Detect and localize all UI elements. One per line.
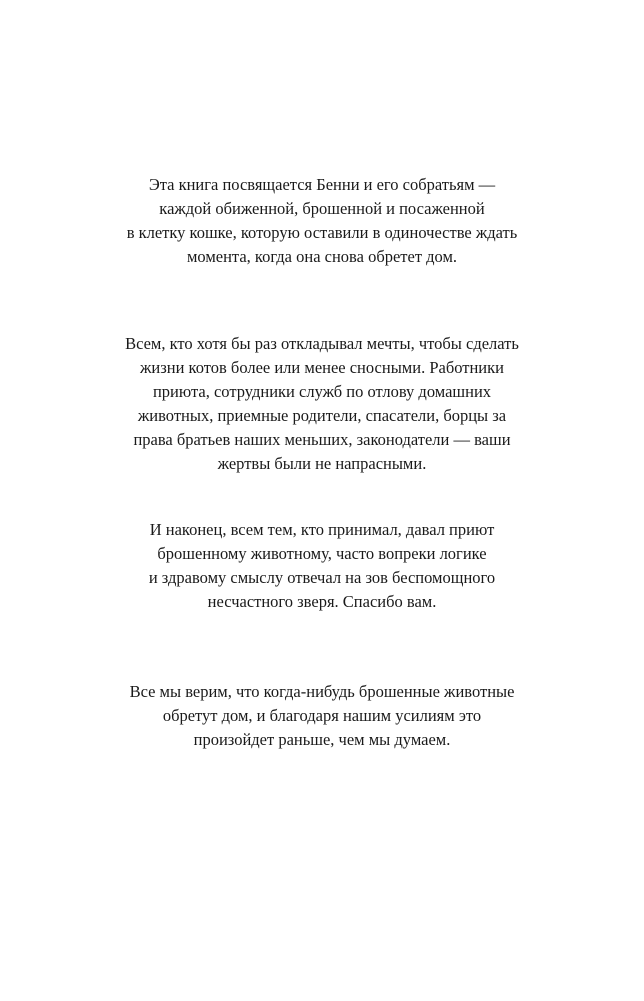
text-line: приюта, сотрудники служб по отлову домашних [152, 382, 492, 401]
text-line: обретут дом, и благодаря нашим усилиям это [162, 706, 482, 725]
dedication-paragraph-4 [90, 680, 554, 752]
text-line: несчастного зверя. Спасибо вам. [207, 592, 437, 611]
text-line: каждой обиженной, брошенной и посаженной [159, 199, 485, 218]
text-line: произойдет раньше, чем мы думаем. [193, 730, 451, 749]
dedication-paragraph-3 [90, 518, 554, 614]
text-line: Все мы верим, что когда-нибудь брошенные животные [129, 682, 515, 701]
text-line: Всем, кто хотя бы раз откладывал мечты, чтобы сделать [125, 334, 519, 353]
dedication-paragraph-2 [90, 332, 554, 476]
text-line: Эта книга посвящается Бенни и его собратьям — [148, 175, 496, 194]
text-line: жертвы были не напрасными. [217, 454, 427, 473]
text-line: И наконец, всем тем, кто принимал, давал приют [149, 520, 495, 539]
text-line: животных, приемные родители, спасатели, борцы за [137, 406, 507, 425]
text-line: жизни котов более или менее сносными. Работники [140, 358, 504, 377]
text-line: брошенному животному, часто вопреки логике [157, 544, 487, 563]
text-line: в клетку кошке, которую оставили в одиночестве ждать [126, 223, 518, 242]
text-line: права братьев наших меньших, законодатели — ваши [133, 430, 511, 449]
text-line: момента, когда она снова обретет дом. [186, 247, 458, 266]
text-line: и здравому смыслу отвечал на зов беспомощного [148, 568, 496, 587]
dedication-paragraph-1 [90, 173, 554, 269]
